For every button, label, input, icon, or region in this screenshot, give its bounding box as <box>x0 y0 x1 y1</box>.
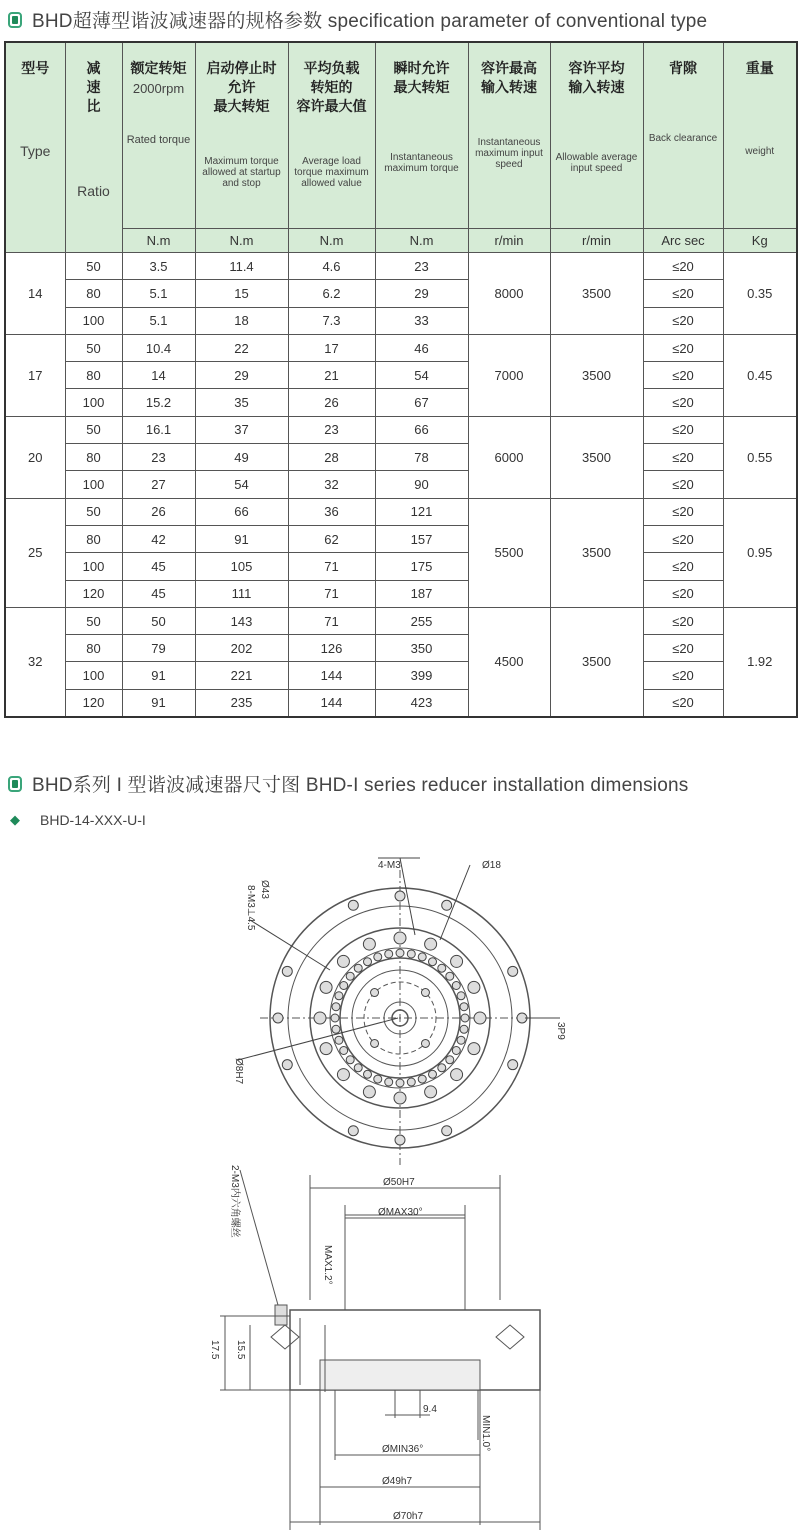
max-speed-cell: 6000 <box>468 416 550 498</box>
bearing-ball-icon <box>438 964 446 972</box>
tap-hole-icon <box>421 989 429 997</box>
column-header <box>550 42 643 229</box>
rated-torque-cell: 5.1 <box>122 307 195 334</box>
instant-torque-cell: 255 <box>375 607 468 634</box>
unit-row <box>5 229 797 253</box>
ratio-cell: 50 <box>65 416 122 443</box>
avg-torque-cell: 36 <box>288 498 375 525</box>
backlash-cell: ≤20 <box>643 689 723 717</box>
bearing-ball-icon <box>354 964 362 972</box>
bolt-hole-icon <box>337 1069 349 1081</box>
tap-hole-icon <box>371 1039 379 1047</box>
bearing-ball-icon <box>460 1003 468 1011</box>
ratio-cell: 50 <box>65 498 122 525</box>
bearing-ball-icon <box>457 992 465 1000</box>
avg-torque-cell: 23 <box>288 416 375 443</box>
bearing-ball-icon <box>418 953 426 961</box>
avg-speed-cell: 3500 <box>550 334 643 416</box>
column-header <box>122 42 195 229</box>
max-torque-cell: 202 <box>195 635 288 662</box>
label-d50h7: Ø50H7 <box>383 1177 415 1188</box>
avg-torque-cell: 71 <box>288 553 375 580</box>
backlash-cell: ≤20 <box>643 553 723 580</box>
instant-torque-cell: 423 <box>375 689 468 717</box>
table-row <box>5 689 797 717</box>
rated-torque-cell: 91 <box>122 662 195 689</box>
bolt-hole-icon <box>468 981 480 993</box>
header-sub: 2000rpm <box>132 81 185 96</box>
unit-cell: Kg <box>723 229 797 253</box>
instant-torque-cell: 157 <box>375 525 468 552</box>
header-en: Average load torque maximum allowed value <box>294 156 369 189</box>
avg-torque-cell: 21 <box>288 362 375 389</box>
bolt-hole-icon <box>394 1092 406 1104</box>
avg-torque-cell: 144 <box>288 662 375 689</box>
rated-torque-cell: 10.4 <box>122 334 195 361</box>
spec-title-text: BHD超薄型谐波减速器的规格参数 specification parameter of conventional type <box>32 11 708 32</box>
unit-cell: N.m <box>122 229 195 253</box>
weight-cell: 0.95 <box>723 498 797 607</box>
weight-cell: 0.45 <box>723 334 797 416</box>
label-17-5: 17.5 <box>209 1340 220 1360</box>
max-torque-cell: 111 <box>195 580 288 607</box>
bearing-ball-icon <box>385 950 393 958</box>
max-torque-cell: 49 <box>195 444 288 471</box>
rated-torque-cell: 91 <box>122 689 195 717</box>
instant-torque-cell: 350 <box>375 635 468 662</box>
instant-torque-cell: 54 <box>375 362 468 389</box>
avg-torque-cell: 26 <box>288 389 375 416</box>
bearing-ball-icon <box>364 1070 372 1078</box>
table-row <box>5 607 797 634</box>
bullet-square-icon <box>8 12 22 28</box>
rated-torque-cell: 15.2 <box>122 389 195 416</box>
label-dmin36: ØMIN36° <box>382 1444 424 1455</box>
instant-torque-cell: 46 <box>375 334 468 361</box>
mount-hole-icon <box>282 966 292 976</box>
max-torque-cell: 105 <box>195 553 288 580</box>
backlash-cell: ≤20 <box>643 416 723 443</box>
column-header <box>468 42 550 229</box>
rated-torque-cell: 3.5 <box>122 253 195 280</box>
bearing-ball-icon <box>452 1047 460 1055</box>
label-max12: MAX1.2° <box>322 1245 333 1285</box>
table-row <box>5 662 797 689</box>
bearing-ball-icon <box>460 1025 468 1033</box>
ratio-cell: 120 <box>65 580 122 607</box>
bearing-ball-icon <box>340 1047 348 1055</box>
max-torque-cell: 221 <box>195 662 288 689</box>
ratio-cell: 100 <box>65 553 122 580</box>
instant-torque-cell: 29 <box>375 280 468 307</box>
column-header <box>195 42 288 229</box>
bearing-ball-icon <box>354 1064 362 1072</box>
bolt-hole-icon <box>320 981 332 993</box>
max-torque-cell: 22 <box>195 334 288 361</box>
table-row <box>5 553 797 580</box>
backlash-cell: ≤20 <box>643 444 723 471</box>
ratio-cell: 80 <box>65 280 122 307</box>
bearing-ball-icon <box>452 982 460 990</box>
instant-torque-cell: 90 <box>375 471 468 498</box>
mount-hole-icon <box>442 1126 452 1136</box>
header-en: Instantaneous maximum input speed <box>475 137 543 170</box>
mount-hole-icon <box>395 1135 405 1145</box>
header-cn: 减 速 比 <box>86 60 101 114</box>
max-torque-cell: 235 <box>195 689 288 717</box>
bearing-ball-icon <box>446 972 454 980</box>
header-row <box>5 42 797 229</box>
bearing-ball-icon <box>335 1036 343 1044</box>
rated-torque-cell: 16.1 <box>122 416 195 443</box>
label-4-m3: 4-M3 <box>378 860 401 871</box>
type-cell: 17 <box>5 334 65 416</box>
backlash-cell: ≤20 <box>643 498 723 525</box>
ratio-cell: 80 <box>65 362 122 389</box>
label-15-5: 15.5 <box>235 1340 246 1360</box>
unit-cell: r/min <box>550 229 643 253</box>
max-torque-cell: 37 <box>195 416 288 443</box>
table-row <box>5 416 797 443</box>
ratio-cell: 120 <box>65 689 122 717</box>
dimensions-title-text: BHD系列 I 型谐波减速器尺寸图 BHD-I series reducer installation dimensions <box>32 775 689 796</box>
backlash-cell: ≤20 <box>643 580 723 607</box>
header-cn: 瞬时允许 最大转矩 <box>393 60 450 95</box>
mount-hole-icon <box>508 1060 518 1070</box>
column-header <box>723 42 797 229</box>
backlash-cell: ≤20 <box>643 307 723 334</box>
bearing-ball-icon <box>429 1070 437 1078</box>
ratio-cell: 50 <box>65 607 122 634</box>
header-en: Instantaneous maximum torque <box>384 152 459 174</box>
weight-cell: 1.92 <box>723 607 797 717</box>
bearing-ball-icon <box>407 950 415 958</box>
ratio-cell: 100 <box>65 471 122 498</box>
rated-torque-cell: 26 <box>122 498 195 525</box>
avg-speed-cell: 3500 <box>550 607 643 717</box>
bearing-ball-icon <box>340 982 348 990</box>
max-torque-cell: 143 <box>195 607 288 634</box>
instant-torque-cell: 33 <box>375 307 468 334</box>
bearing-ball-icon <box>335 992 343 1000</box>
column-header <box>375 42 468 229</box>
table-row <box>5 334 797 361</box>
max-torque-cell: 15 <box>195 280 288 307</box>
instant-torque-cell: 23 <box>375 253 468 280</box>
backlash-cell: ≤20 <box>643 280 723 307</box>
max-torque-cell: 54 <box>195 471 288 498</box>
max-speed-cell: 5500 <box>468 498 550 607</box>
label-3p9: 3P9 <box>555 1022 566 1040</box>
instant-torque-cell: 78 <box>375 444 468 471</box>
unit-cell: N.m <box>288 229 375 253</box>
header-cn: 平均负载 转矩的 容许最大值 <box>296 60 367 114</box>
ratio-cell: 100 <box>65 389 122 416</box>
type-cell: 14 <box>5 253 65 335</box>
column-header <box>65 42 122 253</box>
mount-hole-icon <box>348 1126 358 1136</box>
avg-torque-cell: 32 <box>288 471 375 498</box>
bolt-hole-icon <box>451 955 463 967</box>
ratio-cell: 50 <box>65 253 122 280</box>
header-en: Allowable average input speed <box>555 152 638 174</box>
avg-torque-cell: 126 <box>288 635 375 662</box>
bolt-hole-icon <box>425 1086 437 1098</box>
instant-torque-cell: 175 <box>375 553 468 580</box>
bearing-ball-icon <box>374 953 382 961</box>
bearing-ball-icon <box>418 1075 426 1083</box>
avg-speed-cell: 3500 <box>550 416 643 498</box>
header-en: Maximum torque allowed at startup and stop <box>202 156 281 189</box>
unit-cell: Arc sec <box>643 229 723 253</box>
model-name: BHD-14-XXX-U-I <box>40 812 146 828</box>
ratio-cell: 100 <box>65 307 122 334</box>
instant-torque-cell: 66 <box>375 416 468 443</box>
mount-hole-icon <box>442 900 452 910</box>
avg-torque-cell: 71 <box>288 580 375 607</box>
instant-torque-cell: 67 <box>375 389 468 416</box>
bolt-hole-icon <box>320 1043 332 1055</box>
bearing-ball-icon <box>407 1078 415 1086</box>
avg-torque-cell: 62 <box>288 525 375 552</box>
header-en: Back clearance <box>648 133 718 144</box>
bolt-hole-icon <box>474 1012 486 1024</box>
table-row <box>5 471 797 498</box>
table-row <box>5 498 797 525</box>
bearing-ball-icon <box>461 1014 469 1022</box>
label-screw: 2-M3内六角螺丝 <box>229 1165 240 1238</box>
instant-torque-cell: 399 <box>375 662 468 689</box>
backlash-cell: ≤20 <box>643 362 723 389</box>
rated-torque-cell: 27 <box>122 471 195 498</box>
label-min10: MIN1.0° <box>480 1415 491 1452</box>
table-row <box>5 307 797 334</box>
header-en: weight <box>745 146 775 157</box>
max-torque-cell: 91 <box>195 525 288 552</box>
avg-torque-cell: 7.3 <box>288 307 375 334</box>
max-torque-cell: 35 <box>195 389 288 416</box>
column-header <box>288 42 375 229</box>
label-9-4: 9.4 <box>423 1404 437 1415</box>
bearing-ball-icon <box>446 1056 454 1064</box>
mount-hole-icon <box>508 966 518 976</box>
bearing-ball-icon <box>332 1003 340 1011</box>
header-en: Rated torque <box>126 134 191 146</box>
header-cn: 容许最高 输入转速 <box>481 60 537 95</box>
bolt-hole-icon <box>451 1069 463 1081</box>
max-torque-cell: 66 <box>195 498 288 525</box>
avg-torque-cell: 28 <box>288 444 375 471</box>
table-row <box>5 362 797 389</box>
bolt-hole-icon <box>394 932 406 944</box>
instant-torque-cell: 187 <box>375 580 468 607</box>
table-row <box>5 580 797 607</box>
bearing-ball-icon <box>331 1014 339 1022</box>
weight-cell: 0.55 <box>723 416 797 498</box>
bearing-ball-icon <box>346 1056 354 1064</box>
bearing-ball-icon <box>364 958 372 966</box>
label-d18: Ø18 <box>482 860 501 871</box>
avg-torque-cell: 71 <box>288 607 375 634</box>
bolt-hole-icon <box>363 1086 375 1098</box>
header-cn: 容许平均 输入转速 <box>568 60 625 95</box>
label-8-m3: 8-M3⊥4.5 <box>245 885 256 931</box>
backlash-cell: ≤20 <box>643 635 723 662</box>
section-title-dimensions <box>8 770 688 797</box>
avg-speed-cell: 3500 <box>550 498 643 607</box>
rated-torque-cell: 42 <box>122 525 195 552</box>
section-title-spec <box>8 6 707 33</box>
diamond-bullet-icon: ◆ <box>10 812 20 827</box>
mount-hole-icon <box>282 1060 292 1070</box>
header-cn: 重量 <box>745 60 774 76</box>
header-en: Type <box>20 143 51 159</box>
bearing-ball-icon <box>396 1079 404 1087</box>
rated-torque-cell: 14 <box>122 362 195 389</box>
bolt-hole-icon <box>363 938 375 950</box>
mount-hole-icon <box>395 891 405 901</box>
table-row <box>5 280 797 307</box>
bearing-ball-icon <box>332 1025 340 1033</box>
max-torque-cell: 29 <box>195 362 288 389</box>
avg-speed-cell: 3500 <box>550 253 643 335</box>
avg-torque-cell: 144 <box>288 689 375 717</box>
column-header <box>5 42 65 253</box>
instant-torque-cell: 121 <box>375 498 468 525</box>
backlash-cell: ≤20 <box>643 471 723 498</box>
table-row <box>5 525 797 552</box>
bearing-ball-icon <box>438 1064 446 1072</box>
bolt-hole-icon <box>468 1043 480 1055</box>
bearing-ball-icon <box>396 949 404 957</box>
ratio-cell: 80 <box>65 635 122 662</box>
mount-hole-icon <box>348 900 358 910</box>
ratio-cell: 80 <box>65 525 122 552</box>
mount-hole-icon <box>273 1013 283 1023</box>
rated-torque-cell: 5.1 <box>122 280 195 307</box>
max-torque-cell: 18 <box>195 307 288 334</box>
label-d70h7: Ø70h7 <box>393 1511 424 1522</box>
backlash-cell: ≤20 <box>643 607 723 634</box>
bolt-hole-icon <box>337 955 349 967</box>
header-cn: 背隙 <box>669 60 697 76</box>
max-speed-cell: 8000 <box>468 253 550 335</box>
ratio-cell: 80 <box>65 444 122 471</box>
column-header <box>643 42 723 229</box>
table-row <box>5 444 797 471</box>
table-row <box>5 635 797 662</box>
side-view-drawing <box>200 1160 600 1535</box>
max-speed-cell: 7000 <box>468 334 550 416</box>
backlash-cell: ≤20 <box>643 662 723 689</box>
rated-torque-cell: 79 <box>122 635 195 662</box>
rated-torque-cell: 50 <box>122 607 195 634</box>
label-d8h7: Ø8H7 <box>233 1058 244 1085</box>
model-subtitle <box>10 812 146 828</box>
header-cn: 额定转矩 <box>130 60 187 76</box>
bolt-hole-icon <box>425 938 437 950</box>
max-torque-cell: 11.4 <box>195 253 288 280</box>
weight-cell: 0.35 <box>723 253 797 335</box>
spec-table <box>4 41 798 718</box>
header-cn: 型号 <box>21 60 50 76</box>
table-row <box>5 389 797 416</box>
type-cell: 25 <box>5 498 65 607</box>
bearing-ball-icon <box>374 1075 382 1083</box>
unit-cell: r/min <box>468 229 550 253</box>
rated-torque-cell: 45 <box>122 580 195 607</box>
tap-hole-icon <box>421 1039 429 1047</box>
front-view-drawing <box>220 850 600 1170</box>
bearing-ball-icon <box>346 972 354 980</box>
avg-torque-cell: 17 <box>288 334 375 361</box>
backlash-cell: ≤20 <box>643 525 723 552</box>
max-speed-cell: 4500 <box>468 607 550 717</box>
bearing-ball-icon <box>457 1036 465 1044</box>
tap-hole-icon <box>371 989 379 997</box>
header-cn: 启动停止时 允许 最大转矩 <box>206 60 277 114</box>
bearing-ball-icon <box>429 958 437 966</box>
ratio-cell: 100 <box>65 662 122 689</box>
bolt-hole-icon <box>314 1012 326 1024</box>
avg-torque-cell: 6.2 <box>288 280 375 307</box>
type-cell: 32 <box>5 607 65 717</box>
ratio-cell: 50 <box>65 334 122 361</box>
backlash-cell: ≤20 <box>643 334 723 361</box>
backlash-cell: ≤20 <box>643 389 723 416</box>
label-d43: Ø43 <box>259 880 270 899</box>
unit-cell: N.m <box>375 229 468 253</box>
bullet-square-icon <box>8 776 22 792</box>
avg-torque-cell: 4.6 <box>288 253 375 280</box>
label-d49h7: Ø49h7 <box>382 1476 413 1487</box>
table-row <box>5 253 797 280</box>
header-en: Ratio <box>77 183 110 199</box>
rated-torque-cell: 45 <box>122 553 195 580</box>
type-cell: 20 <box>5 416 65 498</box>
rated-torque-cell: 23 <box>122 444 195 471</box>
bearing-ball-icon <box>385 1078 393 1086</box>
unit-cell: N.m <box>195 229 288 253</box>
backlash-cell: ≤20 <box>643 253 723 280</box>
label-dmax30: ØMAX30° <box>378 1207 423 1218</box>
